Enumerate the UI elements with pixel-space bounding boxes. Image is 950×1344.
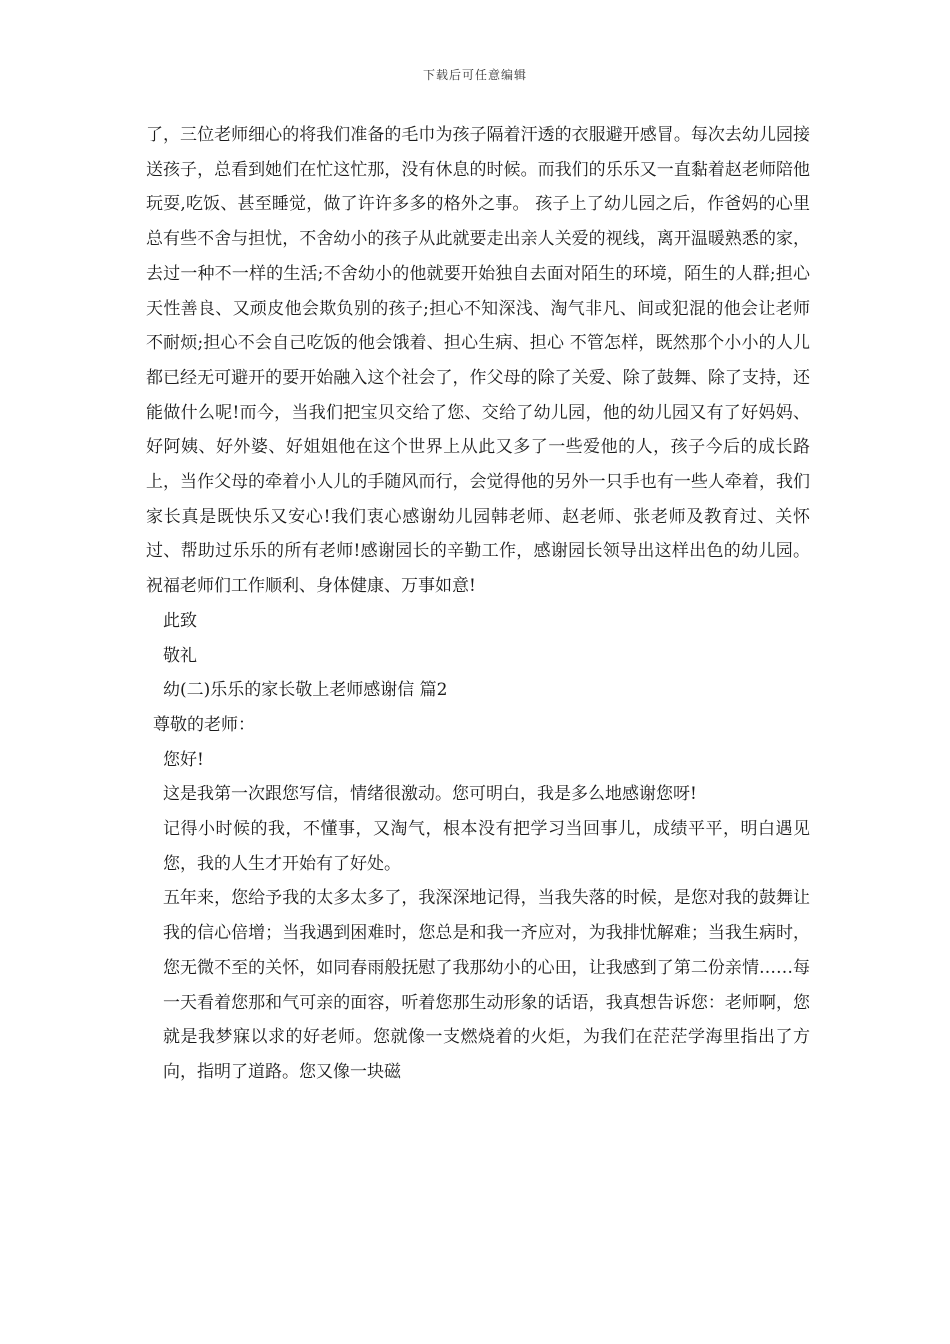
greeting: 您好! [163, 749, 204, 770]
paragraph-childhood: 记得小时候的我，不懂事，又淘气，根本没有把学习当回事儿，成绩平平，明白遇见您，我的人生才开始有了好处。 [163, 819, 810, 874]
document-body [146, 118, 816, 1090]
closing-cizhi: 此致 [163, 610, 197, 631]
paragraph-first-letter: 这是我第一次跟您写信，情绪很激动。您可明白，我是多么地感谢您呀! [163, 784, 697, 805]
paragraph-letter-body: 了，三位老师细心的将我们准备的毛巾为孩子隔着汗透的衣服避开感冒。每次去幼儿园接送孩子，总看到她们在忙这忙那，没有休息的时候。而我们的乐乐又一直黏着赵老师陪他玩耍,吃饭、甚至睡觉，做了许许多多的格外之事。 孩子上了幼儿园之后，作爸妈的心里总有些不舍与担忧，不舍幼小的孩子从此就要走出亲人关爱的视线，离开温暖熟悉的家，去过一种不一样的生活;不舍幼小的他就要开始独自去面对陌生的环境，陌生的人群;担心天性善良、又顽皮他会欺负别的孩子;担心不知深浅、淘气非凡、间或犯混的他会让老师不耐烦;担心不会自己吃饭的他会饿着、担心生病、担心 不管怎样，既然那个小小的人儿都已经无可避开的要开始融入这个社会了，作父母的除了关爱、除了鼓舞、除了支持，还能做什么呢!而今，当我们把宝贝交给了您、交给了幼儿园，他的幼儿园又有了好妈妈、好阿姨、好外婆、好姐姐他在这个世界上从此又多了一些爱他的人，孩子今后的成长路上，当作父母的牵着小人儿的手随风而行，会觉得他的另外一只手也有一些人牵着，我们家长真是既快乐又安心!我们衷心感谢幼儿园韩老师、赵老师、张老师及教育过、关怀过、帮助过乐乐的所有老师!感谢园长的辛勤工作，感谢园长领导出这样出色的幼儿园。 祝福老师们工作顺利、身体健康、万事如意! [146, 125, 816, 597]
page-header: 下载后可任意编辑 [422, 68, 527, 82]
closing-jingli: 敬礼 [163, 645, 197, 666]
signature-and-section-title: 幼(二)乐乐的家长敬上老师感谢信 篇2 [163, 680, 448, 701]
paragraph-five-years: 五年来，您给予我的太多太多了，我深深地记得，当我失落的时候，是您对我的鼓舞让我的信心倍增；当我遇到困难时，您总是和我一齐应对，为我排忧解难；当我生病时，您无微不至的关怀，如同春雨般抚慰了我那幼小的心田，让我感到了第二份亲情……每一天看着您那和气可亲的面容，听着您那生动形象的话语，我真想告诉您：老师啊，您就是我梦寐以求的好老师。您就像一支燃烧着的火炬，为我们在茫茫学海里指出了方向，指明了道路。您又像一块磁 [163, 888, 810, 1082]
salutation: 尊敬的老师： [153, 714, 255, 735]
